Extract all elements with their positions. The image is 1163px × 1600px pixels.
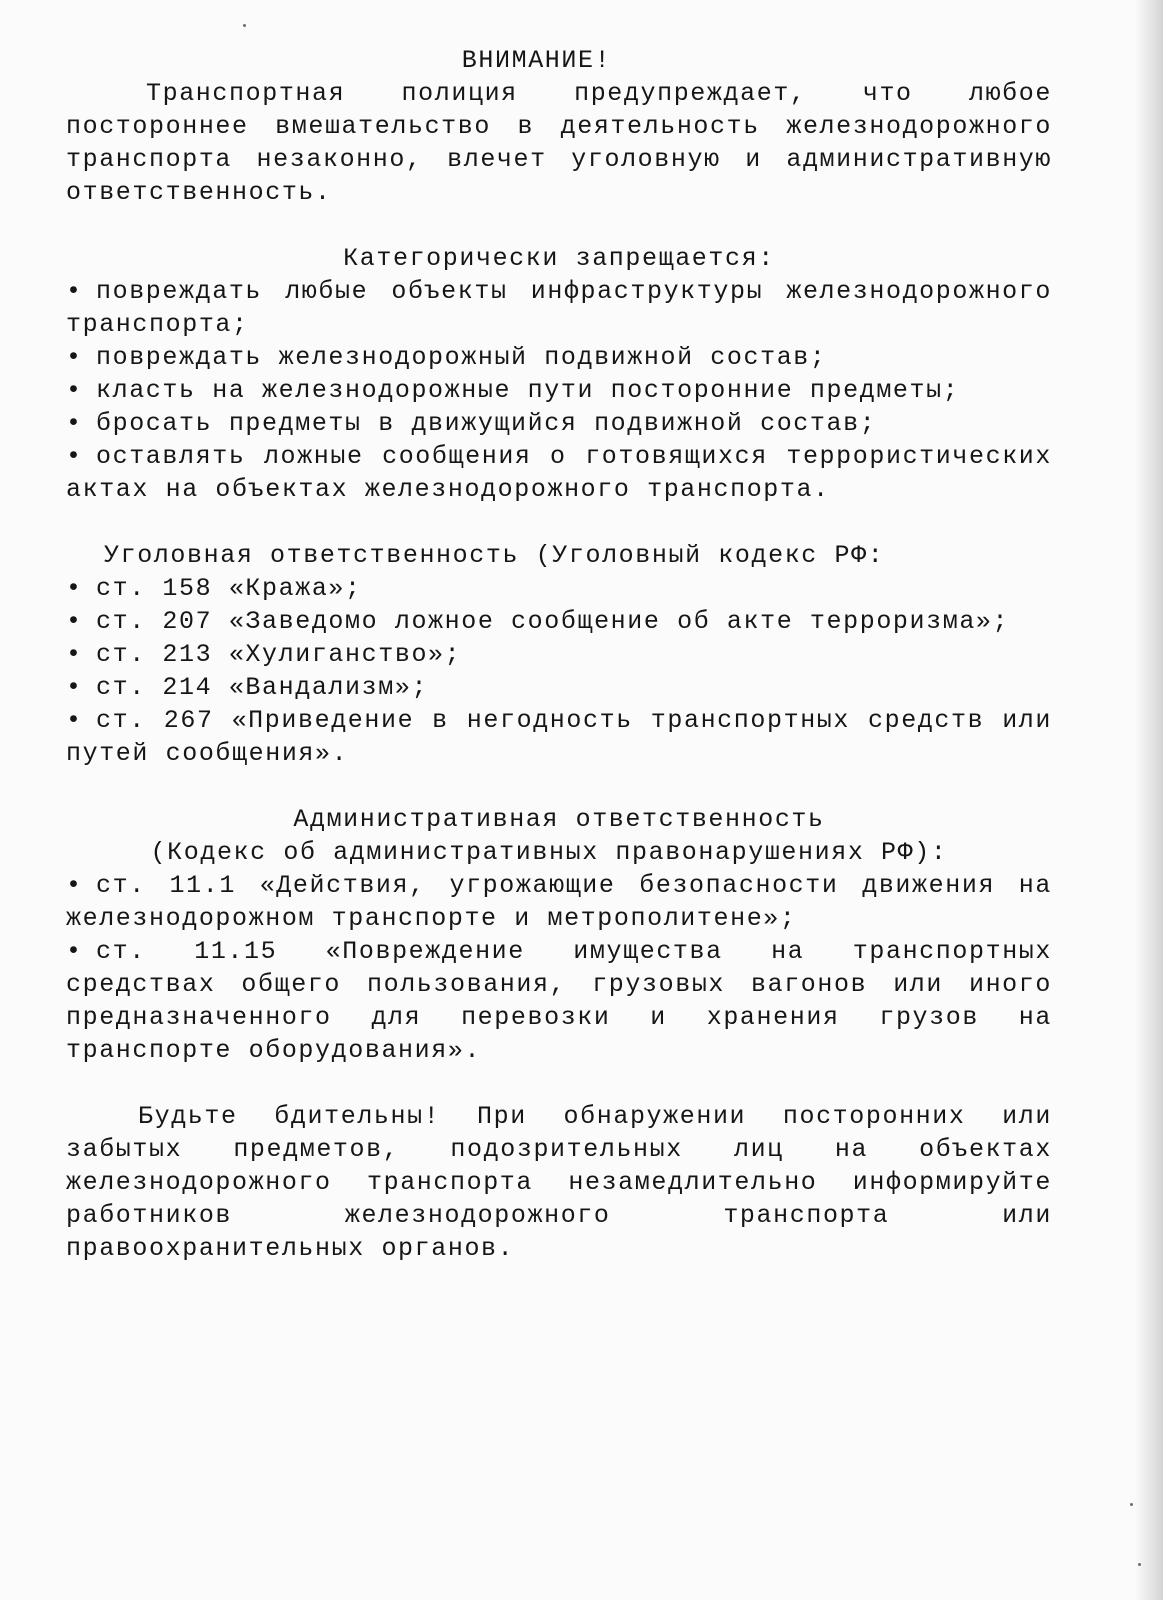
bullet-icon: • xyxy=(66,574,83,603)
bullet-icon: • xyxy=(66,376,83,405)
notice-document xyxy=(66,44,1052,1265)
list-item: • повреждать железнодорожный подвижной состав; xyxy=(66,343,827,372)
closing-paragraph: Будьте бдительны! При обнаружении посторонних или забытых предметов, подозрительных лиц на объектах железнодорожного транспорта незамедлительно информируйте работников железнодорожного транспорта или правоохранительных органов. xyxy=(66,1102,1052,1263)
prohibited-heading: Категорически запрещается: xyxy=(343,244,775,273)
bullet-icon: • xyxy=(66,277,83,306)
bullet-icon: • xyxy=(66,706,83,735)
criminal-heading: Уголовная ответственность (Уголовный кодекс РФ: xyxy=(104,541,885,570)
bullet-icon: • xyxy=(66,937,83,966)
page-edge-shadow xyxy=(1135,0,1163,1600)
bullet-icon: • xyxy=(66,640,83,669)
scan-speck xyxy=(1138,1563,1141,1566)
bullet-icon: • xyxy=(66,673,83,702)
bullet-icon: • xyxy=(66,607,83,636)
paragraph-gap xyxy=(66,1067,1052,1100)
list-item: • повреждать любые объекты инфраструктуры железнодорожного транспорта; xyxy=(66,277,1052,339)
scan-speck xyxy=(1130,1503,1133,1506)
list-item: • класть на железнодорожные пути посторонние предметы; xyxy=(66,376,960,405)
intro-paragraph: Транспортная полиция предупреждает, что любое постороннее вмешательство в деятельность железнодорожного транспорта незаконно, влечет уголовную и административную ответственность. xyxy=(66,79,1052,207)
bullet-icon: • xyxy=(66,343,83,372)
administrative-list xyxy=(66,869,1052,1067)
bullet-icon: • xyxy=(66,871,83,900)
bullet-icon: • xyxy=(66,409,83,438)
administrative-subheading: (Кодекс об административных правонарушениях РФ): xyxy=(150,838,948,867)
scan-speck xyxy=(243,24,246,27)
administrative-heading: Административная ответственность xyxy=(293,805,825,834)
list-item: • ст. 214 «Вандализм»; xyxy=(66,673,429,702)
bullet-icon: • xyxy=(66,442,83,471)
list-item: • оставлять ложные сообщения о готовящихся террористических актах на объектах железнодорожного транспорта. xyxy=(66,442,1052,504)
list-item: • ст. 207 «Заведомо ложное сообщение об акте терроризма»; xyxy=(66,607,1010,636)
list-item: • ст. 267 «Приведение в негодность транспортных средств или путей сообщения». xyxy=(66,706,1052,768)
list-item: • ст. 11.1 «Действия, угрожающие безопасности движения на железнодорожном транспорте и метрополитене»; xyxy=(66,871,1052,933)
list-item: • ст. 11.15 «Повреждение имущества на транспортных средствах общего пользования, грузовых вагонов или иного предназначенного для перевозки и хранения грузов на транспорте оборудования». xyxy=(66,937,1052,1065)
list-item: • ст. 158 «Кража»; xyxy=(66,574,362,603)
list-item: • бросать предметы в движущийся подвижной состав; xyxy=(66,409,877,438)
prohibited-list xyxy=(66,275,1052,506)
notice-title: ВНИМАНИЕ! xyxy=(461,46,612,75)
criminal-list xyxy=(66,572,1052,770)
list-item: • ст. 213 «Хулиганство»; xyxy=(66,640,462,669)
